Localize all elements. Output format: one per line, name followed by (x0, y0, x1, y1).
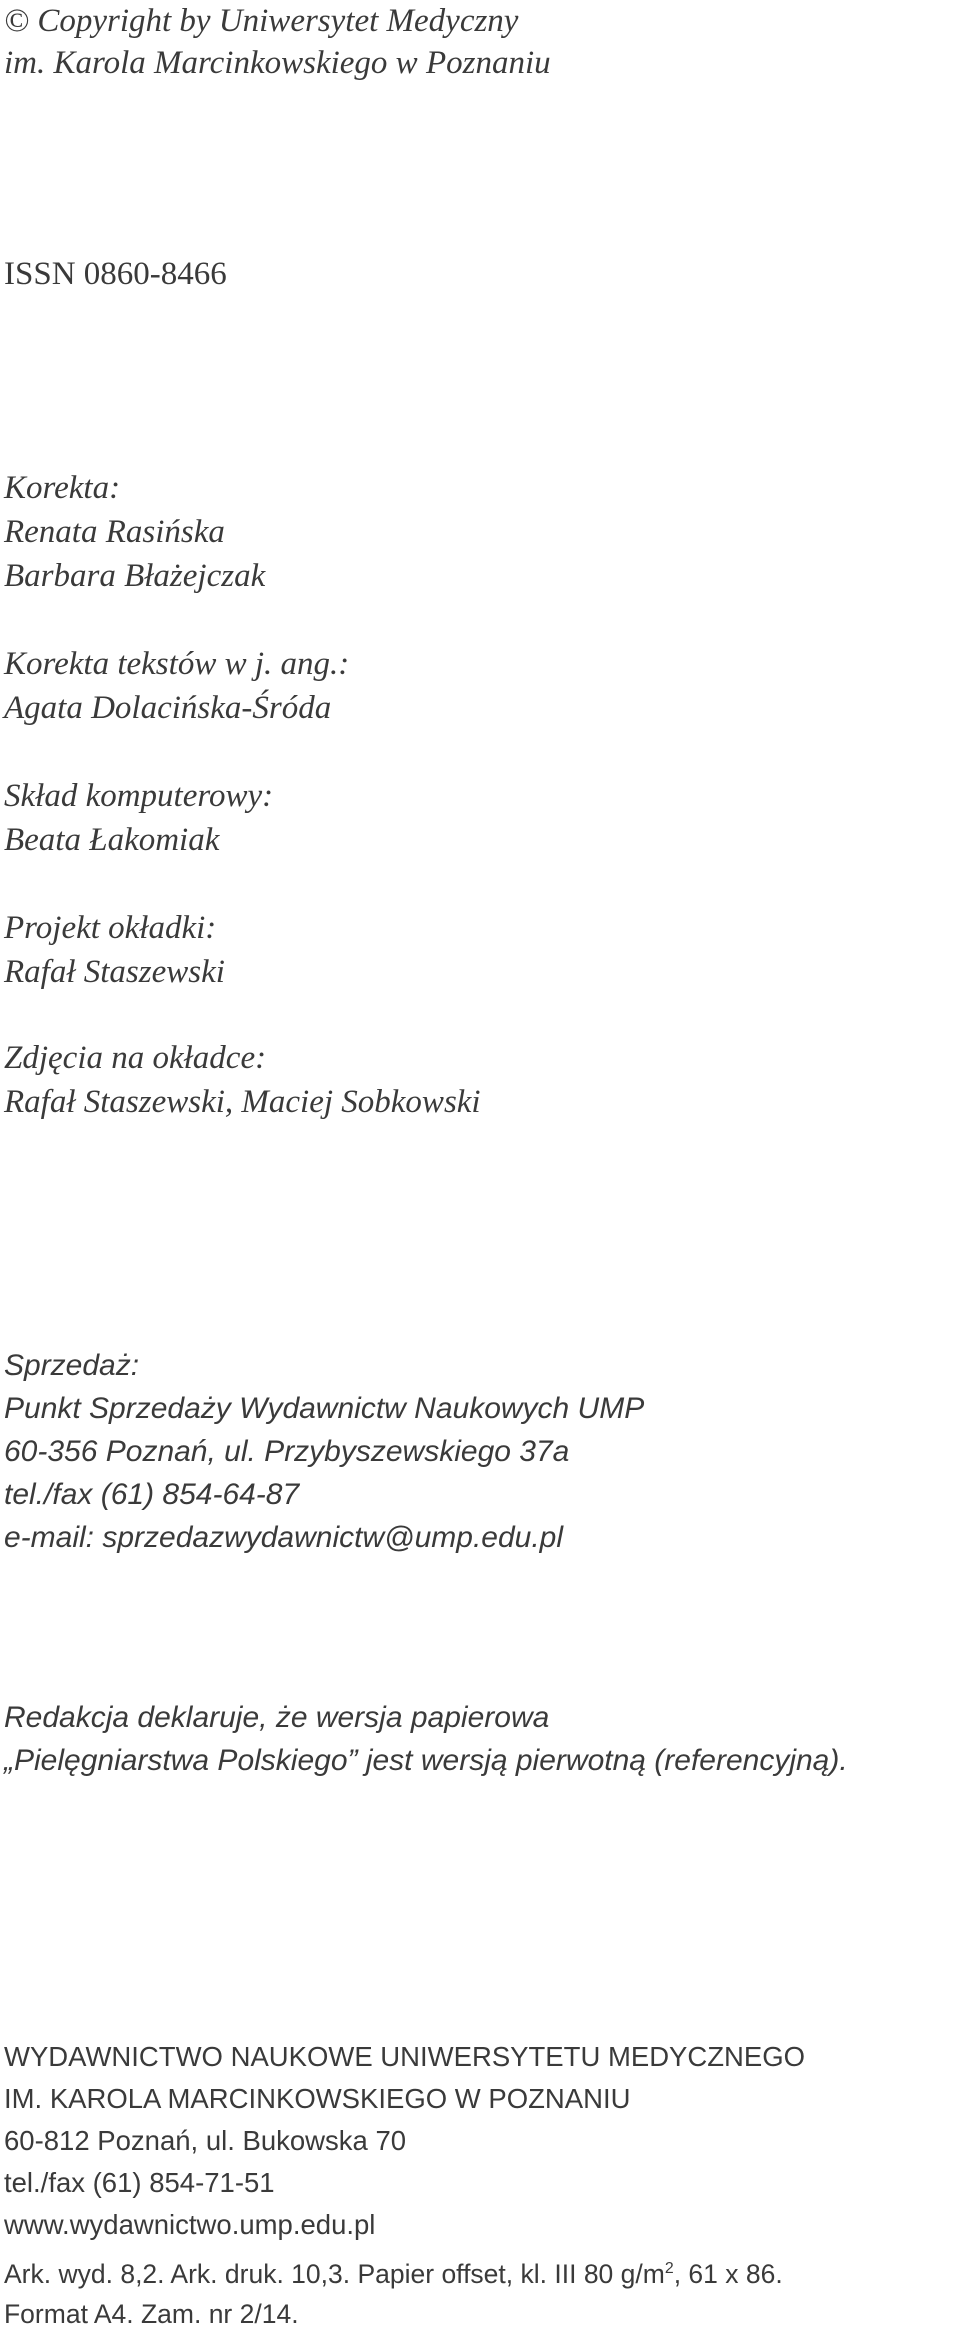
print-details-line-1-suffix: , 61 x 86. (673, 2259, 783, 2289)
english-proofreading-block (4, 642, 349, 730)
sales-email: e-mail: sprzedazwydawnictw@ump.edu.pl (4, 1521, 564, 1554)
issn-number: ISSN 0860-8466 (4, 256, 227, 292)
publisher-website: www.wydawnictwo.ump.edu.pl (4, 2209, 376, 2240)
publisher-block (4, 2036, 805, 2246)
print-details-line-1-text: Ark. wyd. 8,2. Ark. druk. 10,3. Papier offset, kl. III 80 g/m (4, 2259, 665, 2289)
publisher-name-line-2: IM. KAROLA MARCINKOWSKIEGO W POZNANIU (4, 2083, 631, 2114)
copyright-block (4, 0, 551, 84)
declaration-block (4, 1696, 848, 1782)
proofreading-block (4, 466, 265, 598)
declaration-line-1: Redakcja deklaruje, że wersja papierowa (4, 1701, 550, 1734)
sales-label: Sprzedaż: (4, 1349, 140, 1382)
typesetting-block (4, 774, 273, 862)
cover-design-label: Projekt okładki: (4, 910, 217, 946)
copyright-line-1: © Copyright by Uniwersytet Medyczny (4, 3, 519, 39)
squared-superscript: 2 (664, 2260, 674, 2278)
cover-photographers: Rafał Staszewski, Maciej Sobkowski (4, 1084, 481, 1120)
typesetter: Beata Łakomiak (4, 822, 220, 858)
english-proofreading-label: Korekta tekstów w j. ang.: (4, 646, 350, 682)
cover-design-block (4, 906, 225, 994)
sales-phone: tel./fax (61) 854-64-87 (4, 1478, 300, 1511)
issn-block (4, 252, 227, 296)
sales-address: 60-356 Poznań, ul. Przybyszewskiego 37a (4, 1435, 570, 1468)
cover-photos-block (4, 1036, 481, 1124)
publisher-address: 60-812 Poznań, ul. Bukowska 70 (4, 2125, 407, 2156)
print-details-block (4, 2254, 783, 2334)
english-proofreader: Agata Dolacińska-Śróda (4, 690, 332, 726)
print-details-line-2: Format A4. Zam. nr 2/14. (4, 2299, 299, 2329)
publisher-name-line-1: WYDAWNICTWO NAUKOWE UNIWERSYTETU MEDYCZNEGO (4, 2041, 806, 2072)
declaration-line-2: „Pielęgniarstwa Polskiego” jest wersją pierwotną (referencyjną). (4, 1744, 848, 1777)
cover-photos-label: Zdjęcia na okładce: (4, 1040, 267, 1076)
proofreader-1: Renata Rasińska (4, 514, 225, 550)
copyright-line-2: im. Karola Marcinkowskiego w Poznaniu (4, 45, 551, 81)
sales-name: Punkt Sprzedaży Wydawnictw Naukowych UMP (4, 1392, 645, 1425)
print-details-line-1 (4, 2254, 783, 2294)
typesetting-label: Skład komputerowy: (4, 778, 274, 814)
sales-block (4, 1344, 644, 1559)
proofreading-label: Korekta: (4, 470, 121, 506)
cover-designer: Rafał Staszewski (4, 954, 225, 990)
proofreader-2: Barbara Błażejczak (4, 558, 266, 594)
publisher-phone: tel./fax (61) 854-71-51 (4, 2167, 275, 2198)
